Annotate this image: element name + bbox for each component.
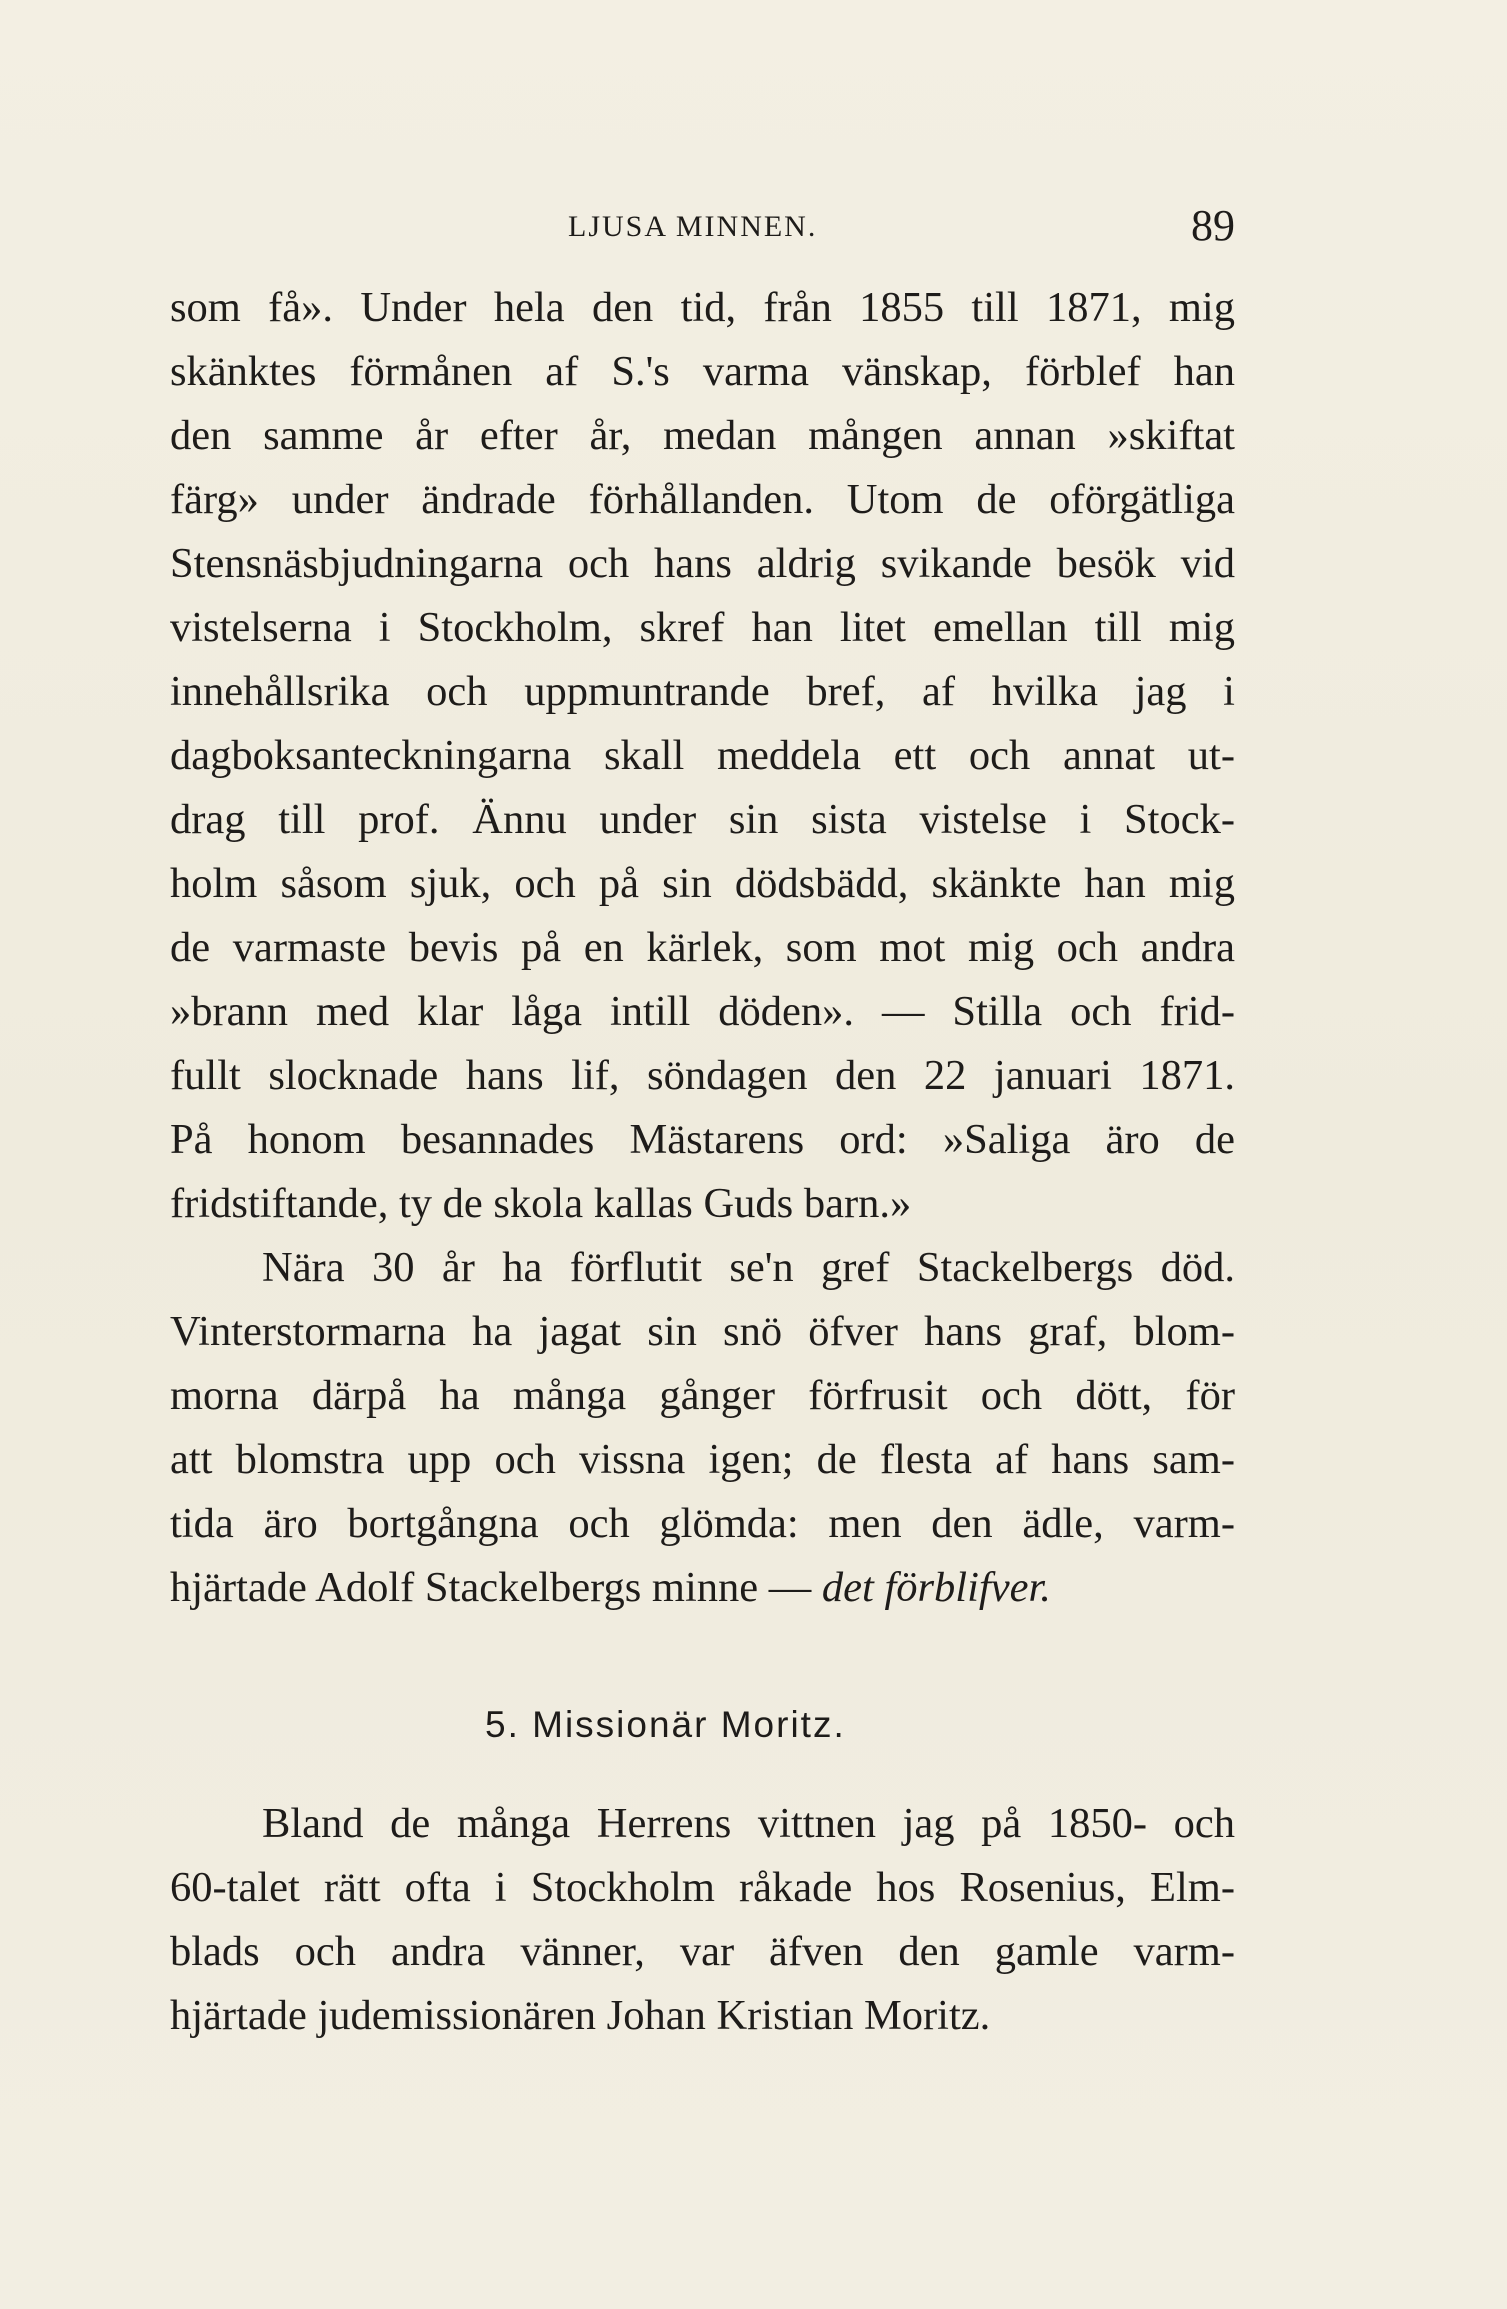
text-line: fullt slocknade hans lif, söndagen den 22 januari 1871. (170, 1052, 1235, 1099)
page-number: 89 (1191, 201, 1235, 250)
text-line: Bland de många Herrens vittnen jag på 1850- och (262, 1800, 1235, 1847)
text-line: de varmaste bevis på en kärlek, som mot mig och andra (170, 924, 1235, 971)
text-line: skänktes förmånen af S.'s varma vänskap, förblef han (170, 348, 1235, 395)
closing-text: hjärtade Adolf Stackelbergs minne — (170, 1564, 812, 1611)
text-line: drag till prof. Ännu under sin sista vistelse i Stock- (170, 796, 1235, 843)
text-line: Vinterstormarna ha jagat sin snö öfver hans graf, blom- (170, 1308, 1235, 1355)
emphasized-text: det förblifver. (821, 1564, 1051, 1611)
text-line: På honom besannades Mästarens ord: »Saliga äro de (170, 1116, 1235, 1163)
text-line: Nära 30 år ha förflutit se'n gref Stackelbergs död. (262, 1244, 1235, 1291)
text-line: »brann med klar låga intill döden». — Stilla och frid- (170, 988, 1235, 1035)
text-line: fridstiftande, ty de skola kallas Guds barn.» (170, 1180, 912, 1227)
text-line: Stensnäsbjudningarna och hans aldrig svikande besök vid (170, 540, 1235, 587)
text-line: 60-talet rätt ofta i Stockholm råkade hos Rosenius, Elm- (170, 1864, 1235, 1911)
text-line: blads och andra vänner, var äfven den gamle varm- (170, 1928, 1235, 1975)
page-header (170, 200, 1235, 260)
text-line: som få». Under hela den tid, från 1855 till 1871, mig (170, 284, 1235, 331)
running-title: LJUSA MINNEN. (568, 210, 818, 243)
section-heading: 5. Missionär Moritz. (485, 1704, 846, 1745)
text-line: hjärtade judemissionären Johan Kristian Moritz. (170, 1992, 991, 2039)
text-line: holm såsom sjuk, och på sin dödsbädd, skänkte han mig (170, 860, 1235, 907)
text-line: vistelserna i Stockholm, skref han litet emellan till mig (170, 604, 1235, 651)
text-line: dagboksanteckningarna skall meddela ett och annat ut- (170, 732, 1235, 779)
text-line: tida äro bortgångna och glömda: men den ädle, varm- (170, 1500, 1235, 1547)
text-line: morna därpå ha många gånger förfrusit och dött, för (170, 1372, 1235, 1419)
text-line (170, 1556, 1235, 1620)
text-line: att blomstra upp och vissna igen; de flesta af hans sam- (170, 1436, 1235, 1483)
text-line: färg» under ändrade förhållanden. Utom de oförgätliga (170, 476, 1235, 523)
text-line: innehållsrika och uppmuntrande bref, af hvilka jag i (170, 668, 1235, 715)
text-line: den samme år efter år, medan mången annan »skiftat (170, 412, 1235, 459)
